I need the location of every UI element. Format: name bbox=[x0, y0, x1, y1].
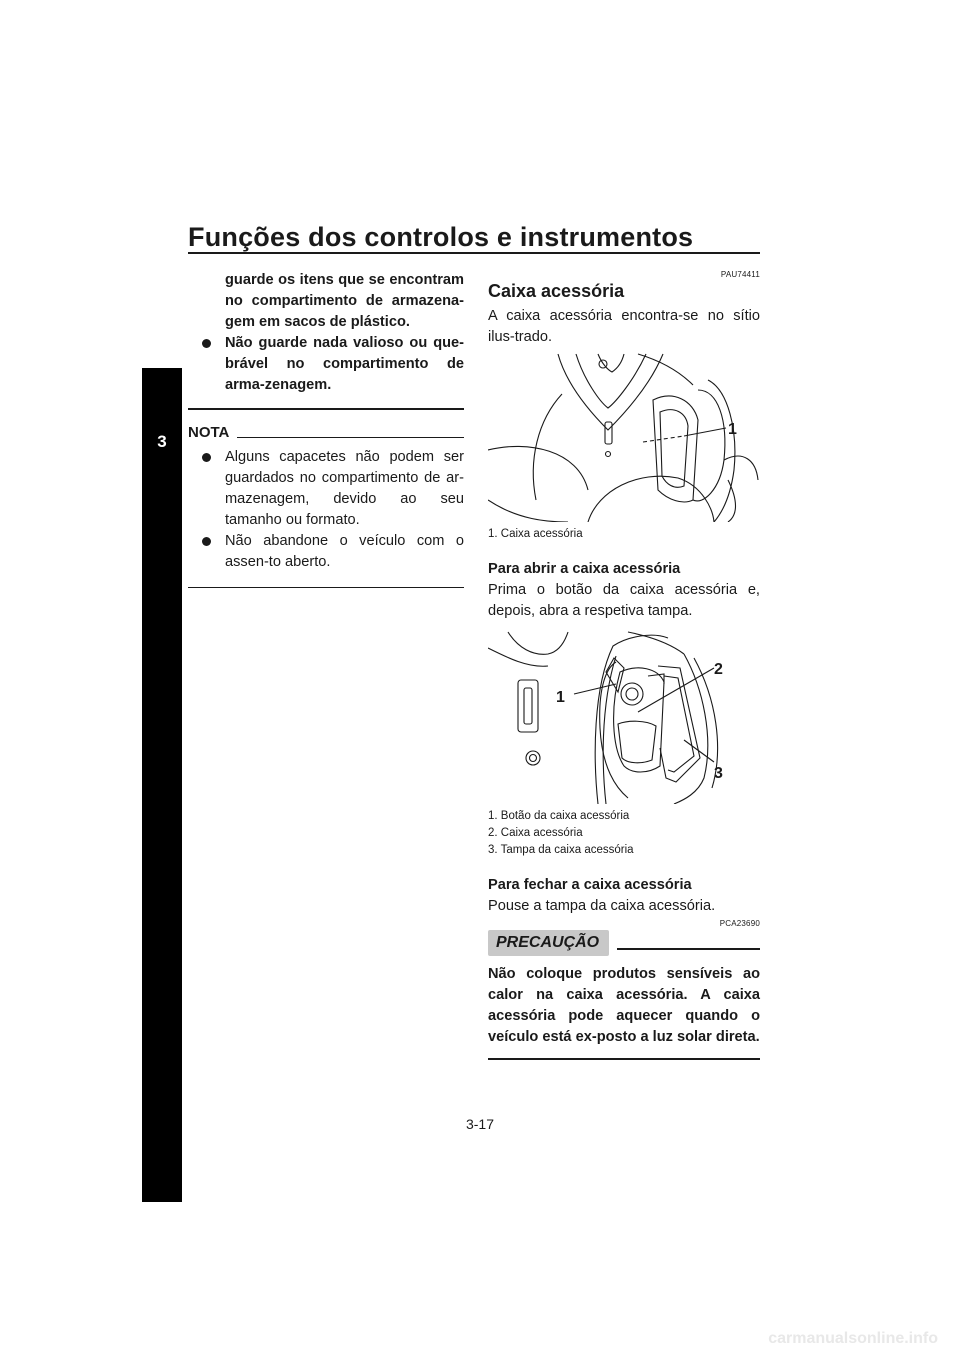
nota-heading bbox=[188, 424, 464, 441]
bullet-icon bbox=[202, 453, 211, 462]
section-title: Caixa acessória bbox=[488, 281, 625, 301]
page-title: Funções dos controlos e instrumentos bbox=[188, 222, 694, 252]
title-rule bbox=[188, 252, 760, 254]
figure1-caption: 1. Caixa acessória bbox=[488, 528, 583, 540]
caution-rule bbox=[617, 948, 760, 950]
watermark: carmanualsonline.info bbox=[768, 1330, 938, 1347]
accessory-box-location-figure bbox=[488, 350, 760, 522]
caution-text: Não coloque produtos sensíveis ao calor na caixa acessória. A caixa acessória pode aquecer quando o veículo está ex-posto a luz solar direta. bbox=[488, 966, 760, 1045]
left-column bbox=[188, 270, 464, 588]
warning-end-rule bbox=[188, 408, 464, 410]
close-text: Pouse a tampa da caixa acessória. bbox=[488, 898, 716, 914]
warning-continuation: guarde os itens que se encontram no compartimento de armazena-gem em sacos de plástico. bbox=[225, 272, 464, 330]
caution-label: PRECAUÇÃO bbox=[488, 930, 609, 956]
open-heading: Para abrir a caixa acessória bbox=[488, 561, 681, 577]
caution-code: PCA23690 bbox=[719, 919, 760, 928]
accessory-box-open-figure bbox=[488, 628, 760, 804]
nota-end-rule bbox=[188, 587, 464, 588]
nota-label: NOTA bbox=[188, 423, 230, 441]
nota-item-text: Não abandone o veículo com o assen-to aberto. bbox=[225, 532, 464, 570]
close-heading: Para fechar a caixa acessória bbox=[488, 877, 692, 893]
caution-end-rule bbox=[488, 1058, 760, 1060]
figure2-callout-3: 3 bbox=[714, 765, 723, 782]
figure2-callout-2: 2 bbox=[714, 661, 723, 678]
bullet-icon bbox=[202, 339, 211, 348]
right-column bbox=[488, 270, 760, 1060]
nota-item-text: Alguns capacetes não podem ser guardados no compartimento de ar-mazenagem, devido ao seu tamanho ou formato. bbox=[225, 448, 464, 528]
figure2-callout-1: 1 bbox=[556, 689, 565, 706]
warning-bullet-text: Não guarde nada valioso ou que-brável no compartimento de arma-zenagem. bbox=[225, 335, 464, 393]
chapter-tab bbox=[142, 368, 182, 1202]
nota-rule bbox=[237, 437, 464, 438]
bullet-icon bbox=[202, 537, 211, 546]
chapter-number: 3 bbox=[157, 432, 167, 451]
section-code: PAU74411 bbox=[720, 270, 760, 279]
nota-item bbox=[188, 447, 464, 531]
figure2-caption: 3. Tampa da caixa acessória bbox=[488, 844, 634, 856]
nota-item bbox=[188, 531, 464, 573]
figure2-caption: 1. Botão da caixa acessória bbox=[488, 810, 630, 822]
nota-list bbox=[188, 447, 464, 573]
page-number: 3-17 bbox=[465, 1116, 495, 1132]
warning-bullet bbox=[188, 333, 464, 396]
figure1-callout-1: 1 bbox=[728, 421, 737, 438]
figure2-caption: 2. Caixa acessória bbox=[488, 827, 583, 839]
figure2-captions bbox=[488, 808, 760, 859]
section-intro: A caixa acessória encontra-se no sítio ilus-trado. bbox=[488, 308, 760, 345]
caution-heading bbox=[488, 930, 760, 956]
open-text: Prima o botão da caixa acessória e, depois, abra a respetiva tampa. bbox=[488, 582, 760, 619]
